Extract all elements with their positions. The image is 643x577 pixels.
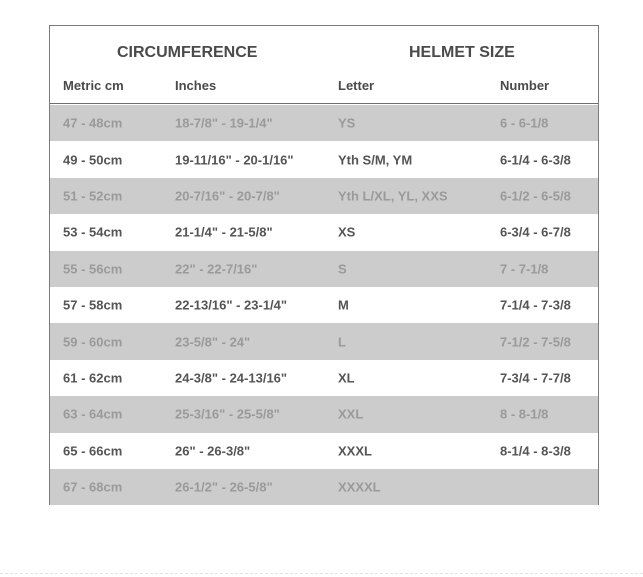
inches-cell: 22" - 22-7/16": [175, 261, 258, 277]
metric-cell: 53 - 54cm: [63, 224, 123, 240]
table-row: [50, 214, 598, 250]
table-row: [50, 141, 598, 177]
number-cell: 6-3/4 - 6-7/8: [500, 224, 571, 240]
metric-column-header: Metric cm: [63, 78, 124, 93]
number-cell: 8 - 8-1/8: [500, 406, 549, 422]
table-row: [50, 178, 598, 214]
inches-cell: 23-5/8" - 24": [175, 334, 251, 350]
circumference-header: CIRCUMFERENCE: [117, 44, 258, 61]
number-cell: 7-3/4 - 7-7/8: [500, 370, 571, 386]
number-cell: 6-1/2 - 6-5/8: [500, 188, 571, 204]
inches-cell: 26" - 26-3/8": [175, 443, 251, 459]
inches-cell: 20-7/16" - 20-7/8": [175, 188, 280, 204]
metric-cell: 57 - 58cm: [63, 297, 123, 313]
inches-cell: 18-7/8" - 19-1/4": [175, 115, 273, 131]
inches-cell: 25-3/16" - 25-5/8": [175, 406, 280, 422]
metric-cell: 59 - 60cm: [63, 334, 123, 350]
letter-cell: XXL: [338, 406, 364, 422]
inches-cell: 22-13/16" - 23-1/4": [175, 297, 288, 313]
number-cell: 7-1/4 - 7-3/8: [500, 297, 571, 313]
table-row: [50, 251, 598, 287]
metric-cell: 55 - 56cm: [63, 261, 123, 277]
number-cell: 7-1/2 - 7-5/8: [500, 334, 571, 350]
letter-cell: XXXL: [338, 443, 372, 459]
table-row: [50, 323, 598, 359]
metric-cell: 51 - 52cm: [63, 188, 123, 204]
table-row: [50, 433, 598, 469]
letter-cell: M: [338, 297, 349, 313]
metric-cell: 61 - 62cm: [63, 370, 123, 386]
table-row: [50, 469, 598, 505]
number-cell: 8-1/4 - 8-3/8: [500, 443, 571, 459]
letter-cell: XS: [338, 224, 356, 240]
inches-cell: 21-1/4" - 21-5/8": [175, 224, 273, 240]
header-divider: [50, 103, 598, 104]
number-cell: 6-1/4 - 6-3/8: [500, 152, 571, 168]
table-row: [50, 396, 598, 432]
number-column-header: Number: [500, 78, 550, 93]
number-cell: 7 - 7-1/8: [500, 261, 549, 277]
letter-cell: XXXXL: [338, 479, 381, 495]
table-row: [50, 360, 598, 396]
metric-cell: 63 - 64cm: [63, 406, 123, 422]
letter-column-header: Letter: [338, 78, 375, 93]
letter-cell: XL: [338, 370, 355, 386]
inches-column-header: Inches: [175, 78, 217, 93]
table-body: [50, 105, 598, 505]
metric-cell: 47 - 48cm: [63, 115, 123, 131]
metric-cell: 67 - 68cm: [63, 479, 123, 495]
bottom-dashed-divider: [0, 573, 643, 574]
helmet-size-header: HELMET SIZE: [409, 44, 515, 61]
inches-cell: 24-3/8" - 24-13/16": [175, 370, 288, 386]
letter-cell: Yth S/M, YM: [338, 152, 413, 168]
letter-cell: L: [338, 334, 346, 350]
inches-cell: 26-1/2" - 26-5/8": [175, 479, 273, 495]
helmet-size-table: [49, 25, 599, 505]
letter-cell: YS: [338, 115, 356, 131]
table-row: [50, 287, 598, 323]
metric-cell: 49 - 50cm: [63, 152, 123, 168]
letter-cell: Yth L/XL, YL, XXS: [338, 188, 448, 204]
number-cell: 6 - 6-1/8: [500, 115, 549, 131]
letter-cell: S: [338, 261, 347, 277]
metric-cell: 65 - 66cm: [63, 443, 123, 459]
table-row: [50, 105, 598, 141]
inches-cell: 19-11/16" - 20-1/16": [175, 152, 294, 168]
